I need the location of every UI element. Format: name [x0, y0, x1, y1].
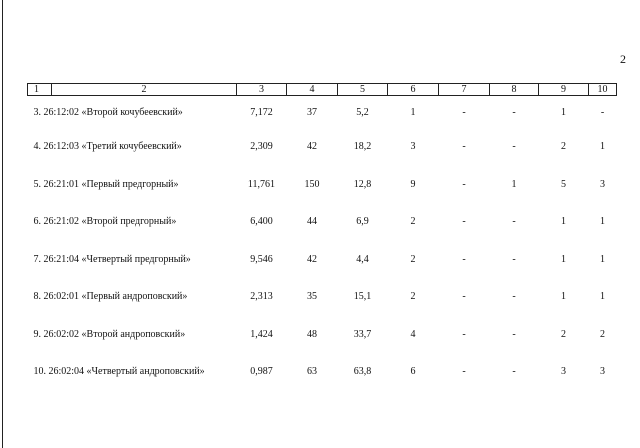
column-header: 1 [28, 84, 52, 96]
cell-c9: 2 [561, 141, 566, 153]
row-name-cell: 6. 26:21:02 «Второй предгорный» [33, 216, 177, 228]
cell-c6: 9 [410, 178, 416, 190]
cell-c6: 1 [410, 106, 416, 118]
cell-c4: 37 [307, 106, 317, 118]
cell-c7: - [462, 366, 466, 378]
cell-c10: 1 [600, 253, 605, 265]
cell-c6: 4 [410, 328, 416, 340]
cell-c7: - [462, 178, 466, 190]
column-number-row [28, 84, 617, 96]
cell-c10: 1 [600, 291, 605, 303]
table-row [28, 316, 617, 354]
cell-c3: 6,400 [250, 216, 273, 228]
cell-c5: 5,2 [356, 106, 369, 118]
cell-c6: 6 [410, 366, 416, 378]
row-name-cell: 8. 26:02:01 «Первый андроповский» [33, 291, 188, 303]
cell-c8: 1 [511, 178, 517, 190]
cell-c7: - [462, 253, 466, 265]
column-header: 8 [490, 84, 539, 96]
cell-c10: 2 [600, 328, 605, 340]
cell-c7: - [462, 216, 466, 228]
data-table [27, 83, 617, 391]
cell-c3: 2,313 [250, 291, 273, 303]
left-margin-rule [2, 0, 3, 448]
table-row [28, 353, 617, 391]
cell-c3: 9,546 [250, 253, 273, 265]
column-header: 7 [439, 84, 490, 96]
cell-c7: - [462, 106, 466, 118]
cell-c8: - [512, 106, 516, 118]
column-header: 6 [388, 84, 439, 96]
row-name-cell: 7. 26:21:04 «Четвертый предгорный» [33, 253, 191, 265]
cell-c8: - [512, 141, 516, 153]
cell-c5: 18,2 [353, 141, 372, 153]
cell-c9: 1 [561, 216, 566, 228]
column-header: 2 [52, 84, 237, 96]
row-name-cell: 4. 26:12:03 «Третий кочубеевский» [33, 141, 182, 153]
cell-c6: 3 [410, 141, 416, 153]
cell-c8: - [512, 328, 516, 340]
row-name-cell: 3. 26:12:02 «Второй кочубеевский» [33, 106, 183, 118]
cell-c8: - [512, 216, 516, 228]
cell-c5: 63,8 [353, 366, 372, 378]
cell-c9: 1 [561, 253, 566, 265]
table-row [28, 128, 617, 166]
cell-c6: 2 [410, 216, 416, 228]
row-name-cell: 5. 26:21:01 «Первый предгорный» [33, 178, 179, 190]
cell-c7: - [462, 328, 466, 340]
table-row [28, 166, 617, 204]
cell-c5: 15,1 [353, 291, 372, 303]
cell-c10: - [600, 106, 605, 118]
cell-c5: 33,7 [353, 328, 372, 340]
cell-c8: - [512, 253, 516, 265]
cell-c7: - [462, 141, 466, 153]
cell-c6: 2 [410, 291, 416, 303]
column-header: 4 [287, 84, 338, 96]
cell-c4: 44 [307, 216, 317, 228]
cell-c7: - [462, 291, 466, 303]
cell-c4: 42 [307, 253, 317, 265]
row-name-cell: 10. 26:02:04 «Четвертый андроповский» [33, 366, 205, 378]
cell-c5: 12,8 [353, 178, 372, 190]
table-row [28, 241, 617, 279]
column-header: 9 [539, 84, 589, 96]
cell-c5: 4,4 [356, 253, 369, 265]
page-number: 2 [620, 52, 626, 66]
cell-c9: 5 [561, 178, 566, 190]
cell-c4: 63 [307, 366, 317, 378]
cell-c10: 3 [600, 366, 605, 378]
cell-c4: 48 [307, 328, 317, 340]
table-row [28, 278, 617, 316]
cell-c3: 1,424 [250, 328, 273, 340]
cell-c4: 42 [307, 141, 317, 153]
cell-c9: 2 [561, 328, 566, 340]
column-header: 3 [237, 84, 287, 96]
cell-c9: 1 [561, 291, 566, 303]
cell-c4: 150 [304, 178, 320, 190]
cell-c4: 35 [307, 291, 317, 303]
cell-c8: - [512, 366, 516, 378]
column-header: 10 [589, 84, 617, 96]
cell-c10: 1 [600, 141, 605, 153]
cell-c3: 2,309 [250, 141, 273, 153]
row-name-cell: 9. 26:02:02 «Второй андроповский» [33, 328, 186, 340]
cell-c8: - [512, 291, 516, 303]
cell-c10: 1 [600, 216, 605, 228]
cell-c6: 2 [410, 253, 416, 265]
cell-c9: 1 [561, 106, 566, 118]
cell-c3: 7,172 [250, 106, 273, 118]
column-header: 5 [338, 84, 388, 96]
cell-c3: 0,987 [250, 366, 273, 378]
cell-c9: 3 [561, 366, 566, 378]
table-row [28, 203, 617, 241]
table-row [28, 96, 617, 129]
cell-c5: 6,9 [356, 216, 369, 228]
cell-c3: 11,761 [247, 178, 276, 190]
cell-c10: 3 [600, 178, 605, 190]
